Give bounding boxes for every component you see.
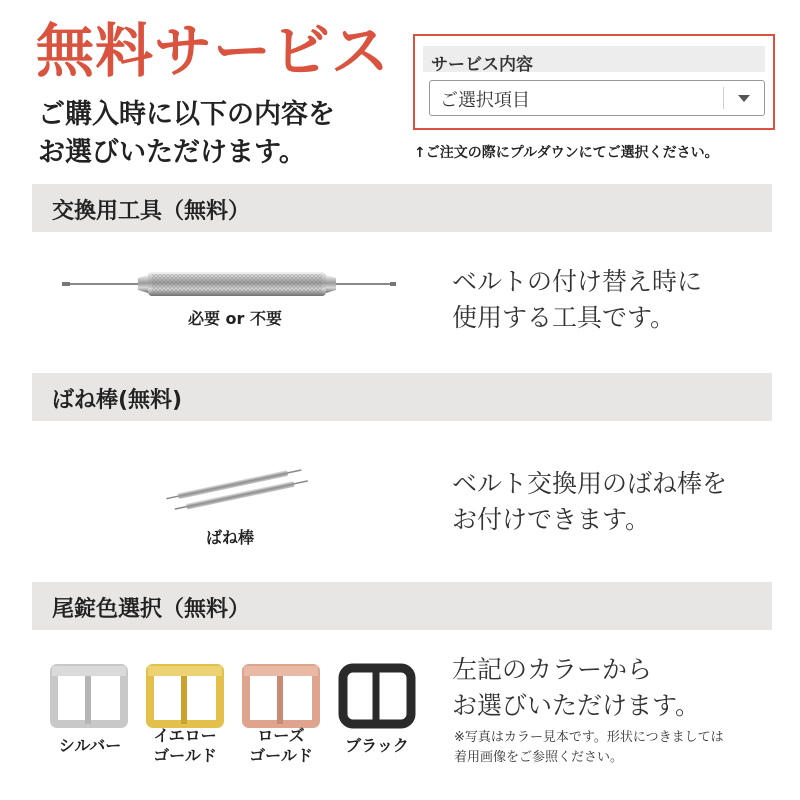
tool-caption: 必要 or 不要	[187, 309, 283, 328]
buckle-description	[452, 652, 700, 724]
service-dropdown-value: ご選択項目	[440, 90, 530, 111]
dropdown-divider	[723, 87, 724, 109]
spring-bar-description-line-2: お付けできます。	[452, 505, 651, 534]
spring-bar-tool-image	[60, 266, 400, 302]
buckle-description-line-2: お選びいただけます。	[452, 691, 701, 720]
pulldown-note: ↑ご注文の際にプルダウンにてご選択ください。	[414, 145, 719, 161]
tool-description-line-1: ベルトの付け替え時に	[452, 267, 703, 296]
buckle-rose-gold	[242, 662, 320, 730]
section-header-buckle-color	[32, 582, 772, 630]
section-heading: 尾錠色選択（無料）	[52, 597, 251, 622]
buckle-label-line-1: シルバー	[58, 736, 122, 755]
buckle-description-line-1: 左記のカラーから	[452, 655, 653, 684]
buckle-label-rose-gold	[240, 726, 322, 766]
buckle-label-silver	[50, 736, 130, 756]
buckle-yellow-gold-image	[146, 662, 224, 730]
subtitle-line-1: ご購入時に以下の内容を	[38, 99, 335, 130]
spring-bar-caption: ばね棒	[205, 528, 254, 547]
page-title: 無料サービス	[36, 17, 391, 85]
photo-note	[454, 728, 724, 768]
photo-note-line-1: ※写真はカラー見本です。形状につきましては	[454, 730, 724, 745]
photo-note-line-2: 着用画像をご参照ください。	[454, 750, 624, 765]
spring-bar-description	[452, 466, 727, 538]
buckle-label-line-2: ゴールド	[249, 746, 313, 765]
section-heading: 交換用工具（無料）	[52, 199, 251, 224]
service-select-label: サービス内容	[431, 55, 533, 75]
tool-description	[452, 264, 702, 336]
subtitle-line-2: お選びいただけます。	[38, 137, 306, 168]
spring-bar-pins-image	[160, 450, 310, 514]
page-subtitle	[38, 96, 398, 172]
tool-description-line-2: 使用する工具です。	[452, 303, 676, 332]
chevron-down-icon[interactable]	[738, 95, 750, 102]
buckle-yellow-gold	[146, 662, 224, 730]
buckle-label-black	[336, 736, 418, 756]
service-dropdown[interactable]	[429, 80, 765, 116]
buckle-silver	[50, 662, 128, 730]
buckle-label-line-1: イエロー	[153, 726, 217, 745]
section-heading: ばね棒(無料)	[52, 388, 183, 413]
buckle-label-line-1: ブラック	[345, 736, 409, 755]
buckle-label-line-2: ゴールド	[153, 746, 217, 765]
buckle-silver-image	[50, 662, 128, 730]
spring-bar-description-line-1: ベルト交換用のばね棒を	[452, 469, 728, 498]
buckle-black-image	[338, 662, 416, 730]
section-header-tool	[32, 184, 772, 232]
service-select-panel	[413, 34, 775, 130]
section-header-spring-bar	[32, 373, 772, 421]
buckle-label-line-1: ローズ	[257, 726, 305, 745]
buckle-black	[338, 662, 416, 730]
buckle-label-yellow-gold	[144, 726, 226, 766]
buckle-rose-gold-image	[242, 662, 320, 730]
